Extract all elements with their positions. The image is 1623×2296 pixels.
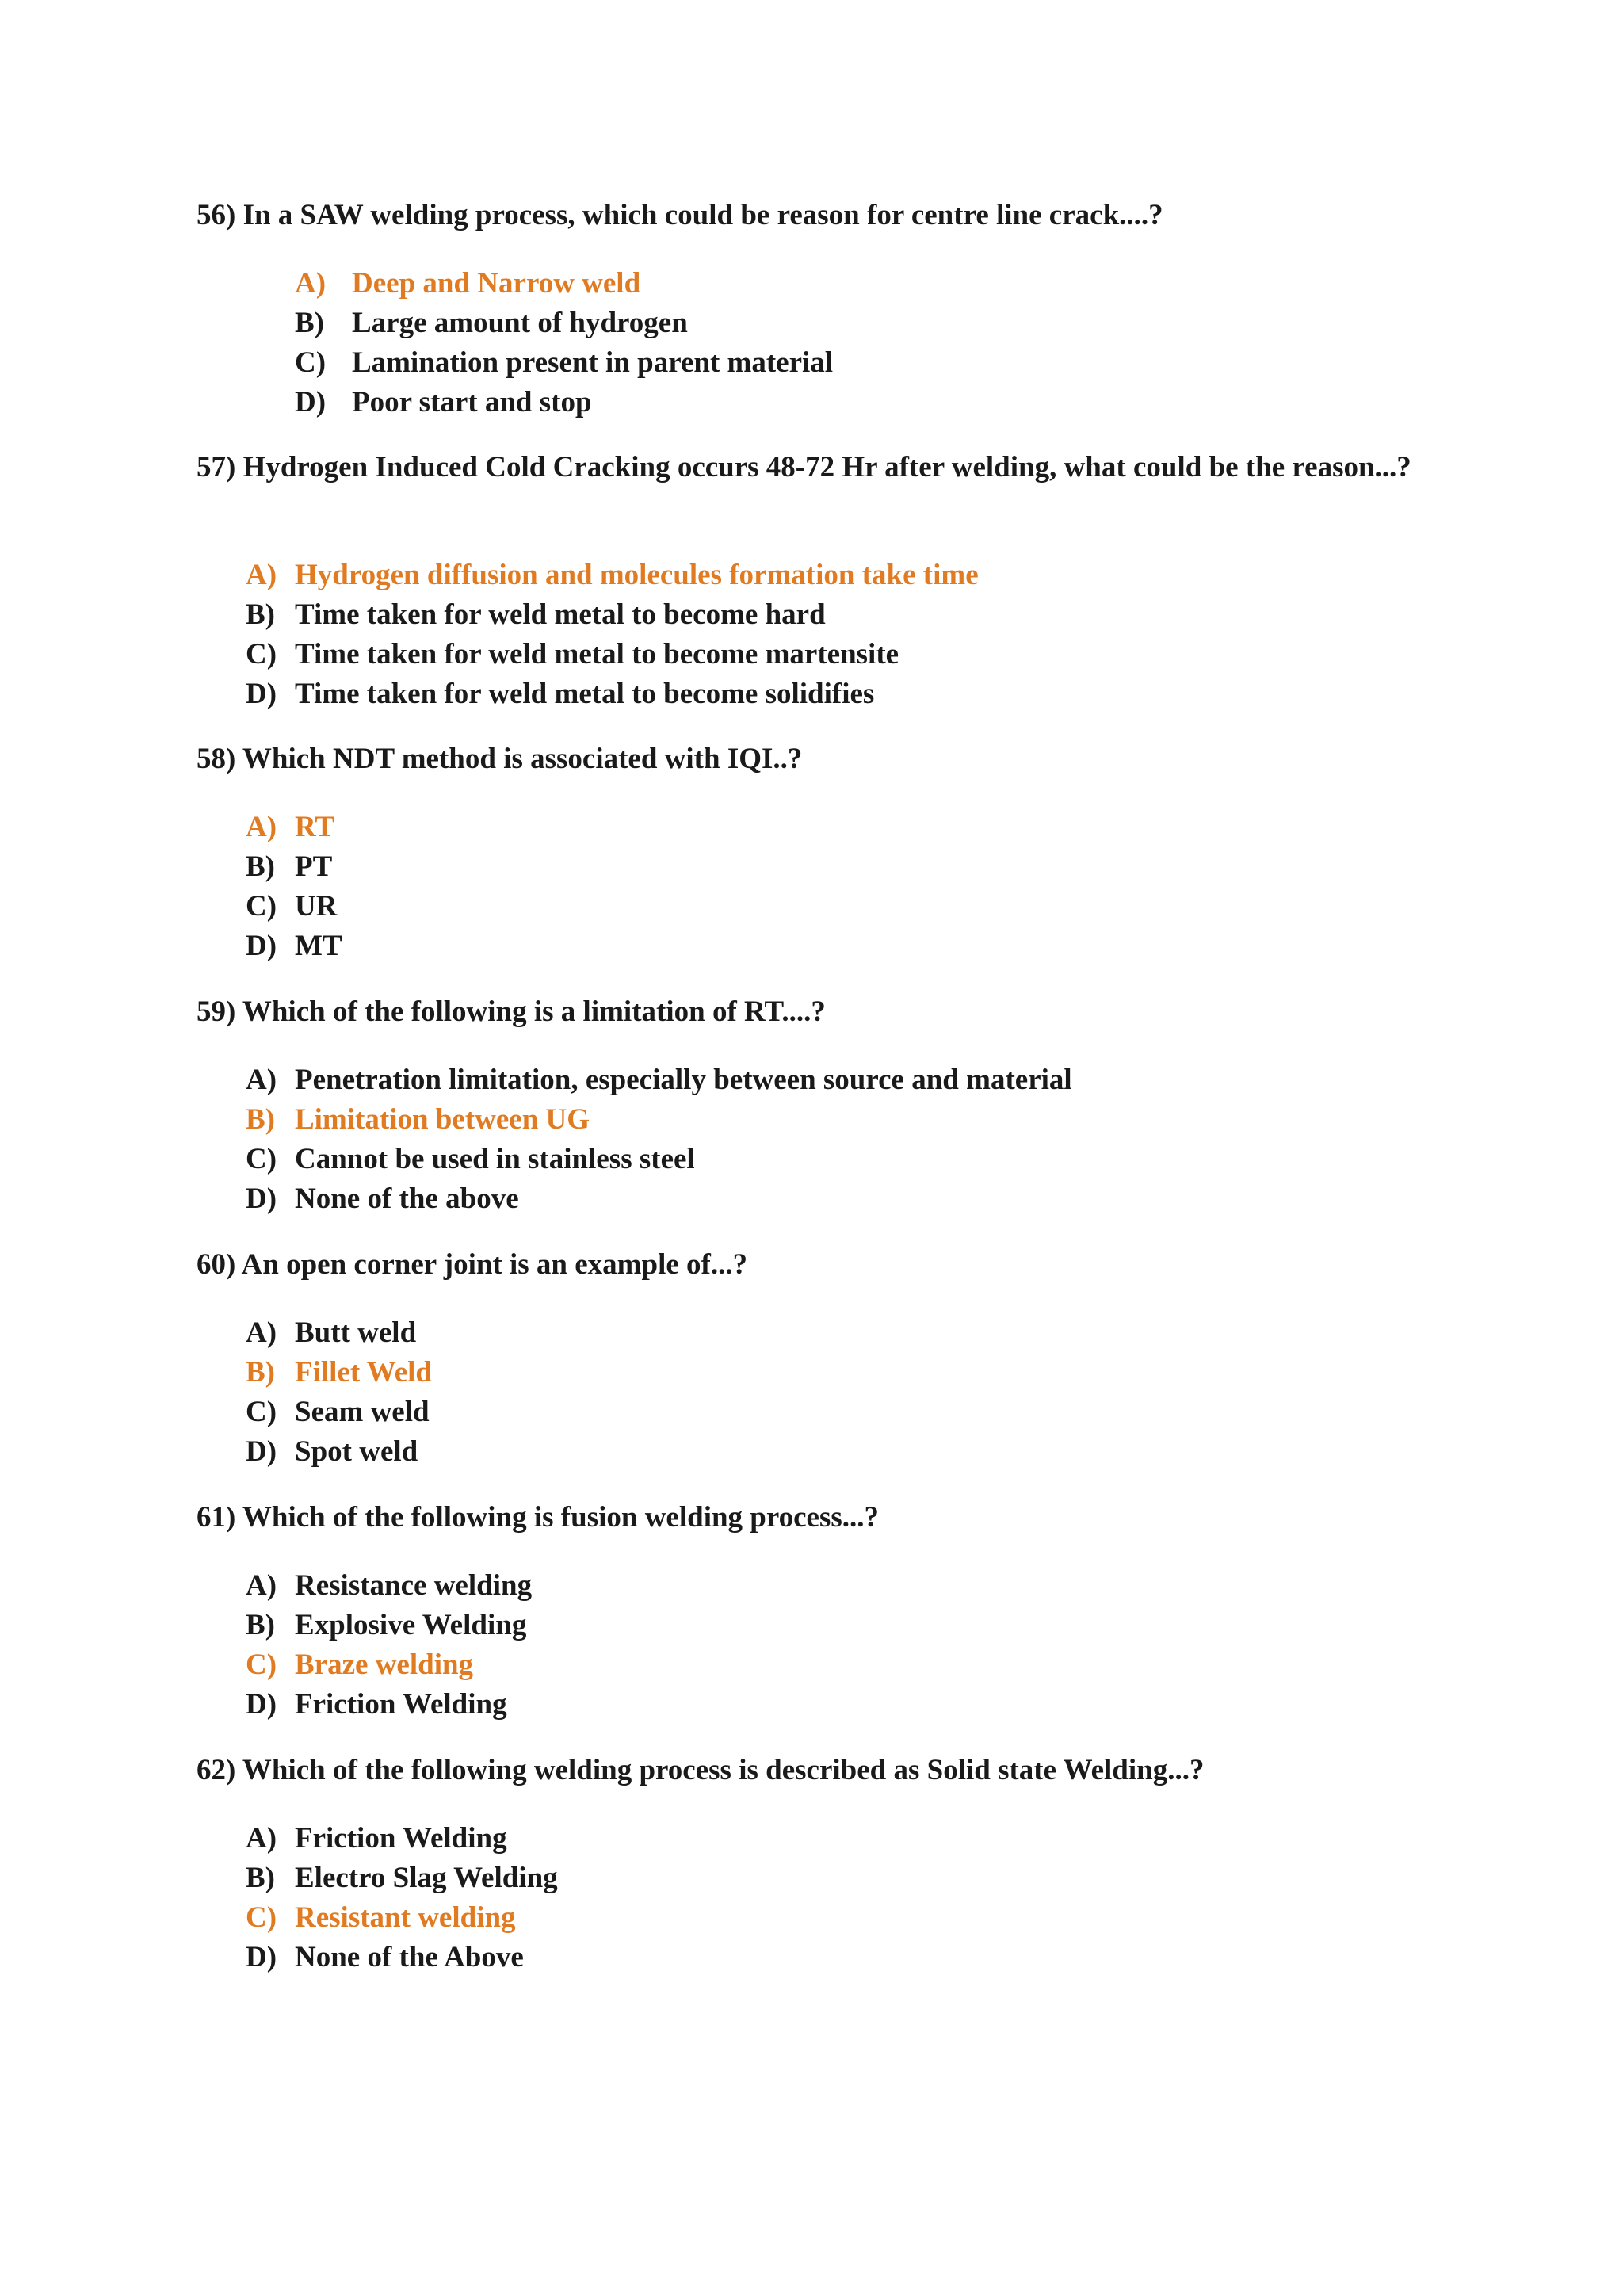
options-60 [246,1313,432,1472]
question-60: 60) An open corner joint is an example of...? [197,1248,748,1281]
option-62-a: A) Friction Welding [246,1822,507,1855]
option-56-d: D) Poor start and stop [295,386,592,418]
option-61-b: B) Explosive Welding [246,1609,527,1641]
option-62-c: C) Resistant welding [246,1901,516,1934]
option-60-c: C) Seam weld [246,1396,430,1428]
option-57-d: D) Time taken for weld metal to become solidifies [246,678,875,710]
option-56-c: C) Lamination present in parent material [295,346,834,379]
option-62-d: D) None of the Above [246,1941,524,1973]
option-56-b: B) Large amount of hydrogen [295,307,688,339]
option-60-b: B) Fillet Weld [246,1356,433,1389]
question-56: 56) In a SAW welding process, which could be reason for centre line crack....? [197,199,1163,231]
options-62 [246,1819,558,1977]
option-58-a: A) RT [246,811,335,843]
options-57 [246,556,979,714]
option-59-c: C) Cannot be used in stainless steel [246,1143,695,1175]
option-60-a: A) Butt weld [246,1316,417,1349]
option-58-c: C) UR [246,890,338,923]
question-58: 58) Which NDT method is associated with IQI..? [197,743,803,775]
option-56-a: A) Deep and Narrow weld [295,267,641,300]
option-62-b: B) Electro Slag Welding [246,1862,558,1894]
option-57-a: A) Hydrogen diffusion and molecules formation take time [246,559,979,591]
option-59-d: D) None of the above [246,1182,519,1215]
question-57: 57) Hydrogen Induced Cold Cracking occurs 48-72 Hr after welding, what could be the reason...? [197,451,1411,483]
option-59-a: A) Penetration limitation, especially between source and material [246,1064,1072,1096]
option-57-b: B) Time taken for weld metal to become hard [246,598,826,631]
option-57-c: C) Time taken for weld metal to become martensite [246,638,899,670]
option-58-d: D) MT [246,930,342,962]
option-59-b: B) Limitation between UG [246,1103,590,1136]
option-58-b: B) PT [246,850,333,883]
options-58 [246,808,342,966]
options-56 [295,264,833,422]
question-59: 59) Which of the following is a limitation of RT....? [197,995,826,1028]
options-59 [246,1060,1072,1219]
options-61 [246,1566,532,1725]
question-61: 61) Which of the following is fusion welding process...? [197,1501,880,1534]
option-60-d: D) Spot weld [246,1435,418,1468]
question-62: 62) Which of the following welding process is described as Solid state Welding...? [197,1754,1205,1786]
option-61-d: D) Friction Welding [246,1688,507,1721]
option-61-c: C) Braze welding [246,1648,474,1681]
option-61-a: A) Resistance welding [246,1569,533,1602]
